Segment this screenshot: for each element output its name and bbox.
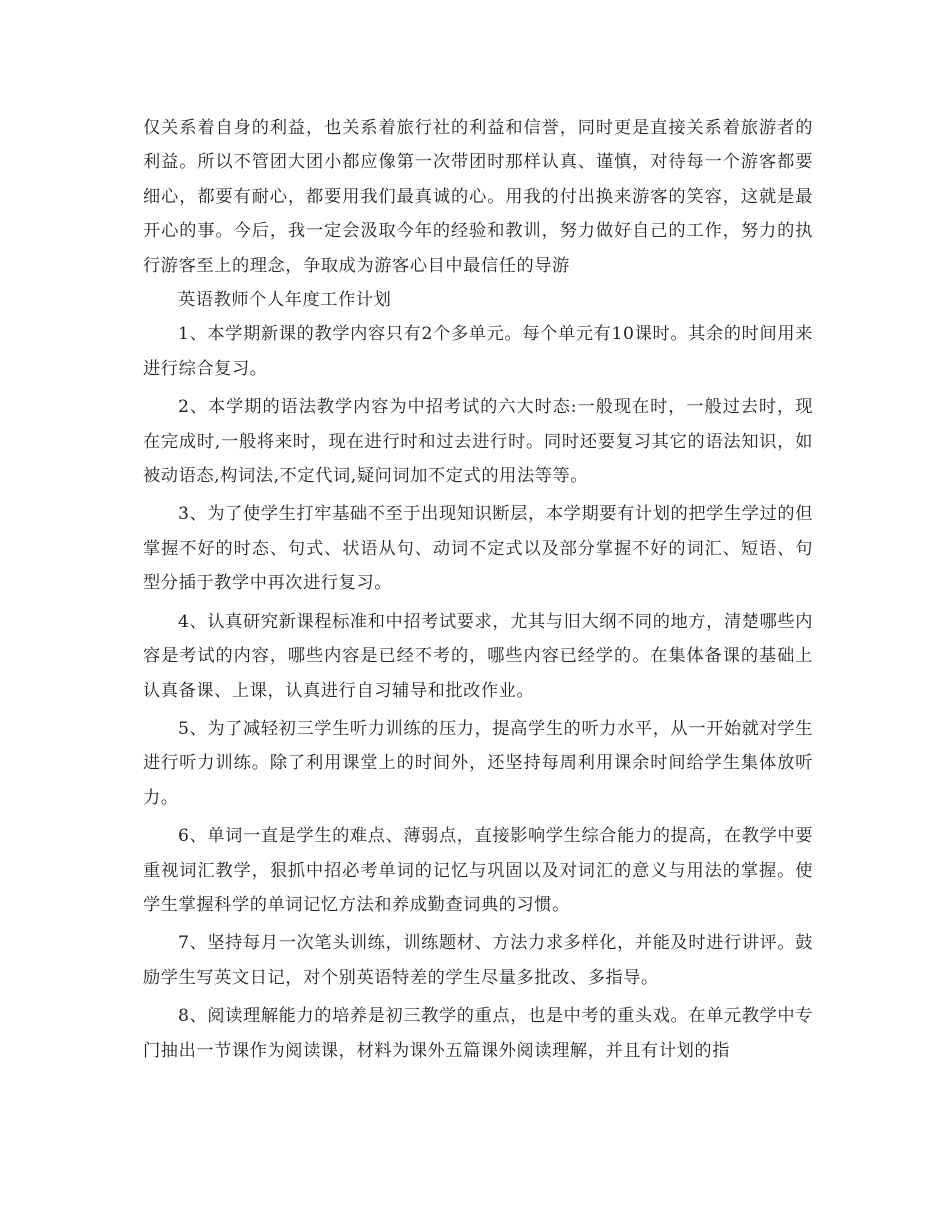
list-item: 1、本学期新课的教学内容只有2个多单元。每个单元有10课时。其余的时间用来进行综合复习。 (143, 324, 813, 379)
list-item: 7、坚持每月一次笔头训练，训练题材、方法力求多样化，并能及时进行讲评。鼓励学生写英文日记，对个别英语特差的学生尽量多批改、多指导。 (143, 933, 813, 988)
list-item: 2、本学期的语法教学内容为中招考试的六大时态:一般现在时，一般过去时，现在完成时,一般将来时，现在进行时和过去进行时。同时还要复习其它的语法知识，如被动语态,构词法,不定代词,疑问词加不定式的用法等等。 (143, 397, 813, 487)
list-item: 4、认真研究新课程标准和中招考试要求，尤其与旧大纲不同的地方，清楚哪些内容是考试的内容，哪些内容是已经不考的，哪些内容已经学的。在集体备课的基础上认真备课、上课，认真进行自习辅导和批改作业。 (143, 611, 813, 701)
intro-paragraph: 仅关系着自身的利益，也关系着旅行社的利益和信誉，同时更是直接关系着旅游者的利益。所以不管团大团小都应像第一次带团时那样认真、谨慎，对待每一个游客都要细心，都要有耐心，都要用我们最真诚的心。用我的付出换来游客的笑容，这就是最开心的事。今后，我一定会汲取今年的经验和教训，努力做好自己的工作，努力的执行游客至上的理念，争取成为游客心目中最信任的导游 (143, 118, 813, 276)
list-item: 5、为了减轻初三学生听力训练的压力，提高学生的听力水平，从一开始就对学生进行听力训练。除了利用课堂上的时间外，还坚持每周利用课余时间给学生集体放听力。 (143, 718, 813, 808)
section-title: 英语教师个人年度工作计划 (178, 290, 392, 311)
list-item: 6、单词一直是学生的难点、薄弱点，直接影响学生综合能力的提高，在教学中要重视词汇教学，狠抓中招必考单词的记忆与巩固以及对词汇的意义与用法的掌握。使学生掌握科学的单词记忆方法和养成勤查词典的习惯。 (143, 826, 813, 915)
list-item: 8、阅读理解能力的培养是初三教学的重点，也是中考的重头戏。在单元教学中专门抽出一节课作为阅读课，材料为课外五篇课外阅读理解，并且有计划的指 (143, 1006, 813, 1061)
document-body (143, 111, 813, 1068)
list-item: 3、为了使学生打牢基础不至于出现知识断层，本学期要有计划的把学生学过的但掌握不好的时态、句式、状语从句、动词不定式以及部分掌握不好的词汇、短语、句型分插于教学中再次进行复习。 (143, 504, 813, 594)
